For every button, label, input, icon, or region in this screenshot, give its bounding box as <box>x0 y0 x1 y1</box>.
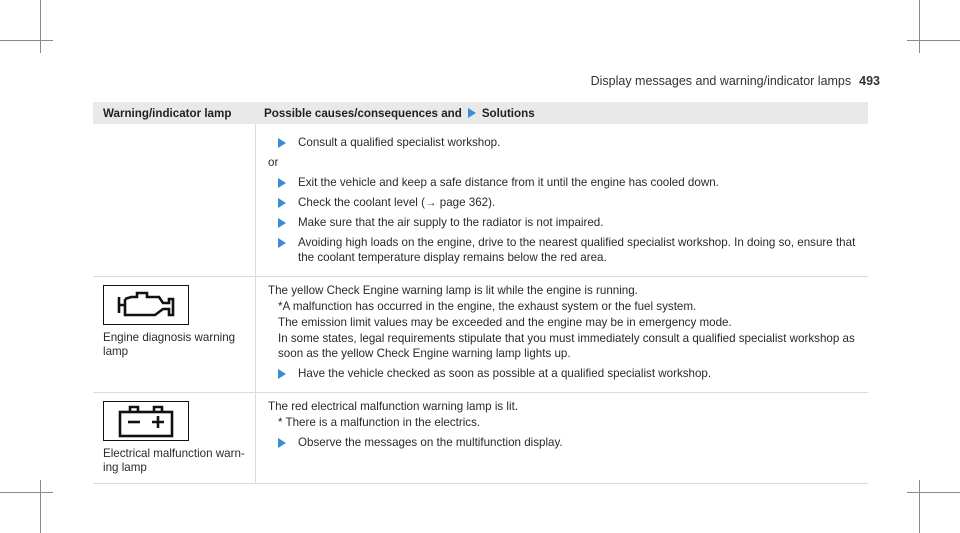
arrow-right-icon <box>278 438 286 448</box>
description-line: The yellow Check Engine warning lamp is lit while the engine is running. <box>268 284 638 297</box>
arrow-right-icon <box>278 198 286 208</box>
header-solutions-label: Solutions <box>481 106 535 120</box>
solution-step: Have the vehicle checked as soon as possible at a qualified specialist workshop. <box>278 366 860 381</box>
arrow-right-icon <box>278 238 286 248</box>
page-number: 493 <box>859 74 880 88</box>
solution-step: Observe the messages on the multifunction display. <box>278 435 860 450</box>
table-row <box>93 124 868 277</box>
arrow-right-icon <box>468 108 476 118</box>
crop-mark <box>40 0 41 53</box>
crop-mark <box>907 40 960 41</box>
lamp-cell-empty <box>93 124 256 276</box>
running-head-title: Display messages and warning/indicator lamps <box>590 74 852 88</box>
solution-step: Check the coolant level (→ page 362). <box>278 195 860 210</box>
arrow-right-icon <box>278 138 286 148</box>
crop-mark <box>919 0 920 53</box>
warning-lamp-table <box>93 102 868 484</box>
lamp-label: Engine diagnosis warning lamp <box>103 331 236 358</box>
running-head <box>591 74 880 88</box>
arrow-right-icon <box>278 218 286 228</box>
solution-step: Avoiding high loads on the engine, drive to the nearest qualified specialist workshop. In doing so, ensure that the coolant temperature display remains below the red area. <box>278 235 860 265</box>
crop-mark <box>0 40 53 41</box>
lamp-cell <box>93 277 256 392</box>
header-col-causes <box>256 106 868 121</box>
solution-step: Exit the vehicle and keep a safe distance from it until the engine has cooled down. <box>278 175 860 190</box>
arrow-right-icon <box>278 369 286 379</box>
crop-mark <box>907 492 960 493</box>
crop-mark <box>919 480 920 533</box>
description-line: The red electrical malfunction warning lamp is lit. <box>268 400 519 413</box>
description-line: *A malfunction has occurred in the engine, the exhaust system or the fuel system. <box>278 300 697 313</box>
crop-mark <box>40 480 41 533</box>
description-line: The emission limit values may be exceeded and the engine may be in emergency mode. <box>278 316 732 329</box>
lamp-cell <box>93 393 256 483</box>
solution-cell <box>256 277 868 392</box>
or-text: or <box>268 156 279 169</box>
crop-mark <box>0 492 53 493</box>
table-row <box>93 393 868 484</box>
solution-cell <box>256 393 868 483</box>
solution-step: Make sure that the air supply to the radiator is not impaired. <box>278 215 860 230</box>
lamp-label: Electrical malfunction warn-ing lamp <box>103 447 245 474</box>
header-col-lamp: Warning/indicator lamp <box>103 106 232 120</box>
solution-step: Consult a qualified specialist workshop. <box>278 135 860 150</box>
table-header <box>93 102 868 124</box>
table-row <box>93 277 868 393</box>
solution-cell <box>256 124 868 276</box>
description-line: * There is a malfunction in the electrics. <box>278 416 481 429</box>
battery-icon <box>103 401 189 441</box>
header-causes-label: Possible causes/consequences and <box>264 106 462 120</box>
arrow-right-icon <box>278 178 286 188</box>
engine-icon <box>103 285 189 325</box>
description-line: In some states, legal requirements stipulate that you must immediately consult a qualified specialist workshop as soon as the yellow Check Engine warning lamp lights up. <box>278 332 855 360</box>
